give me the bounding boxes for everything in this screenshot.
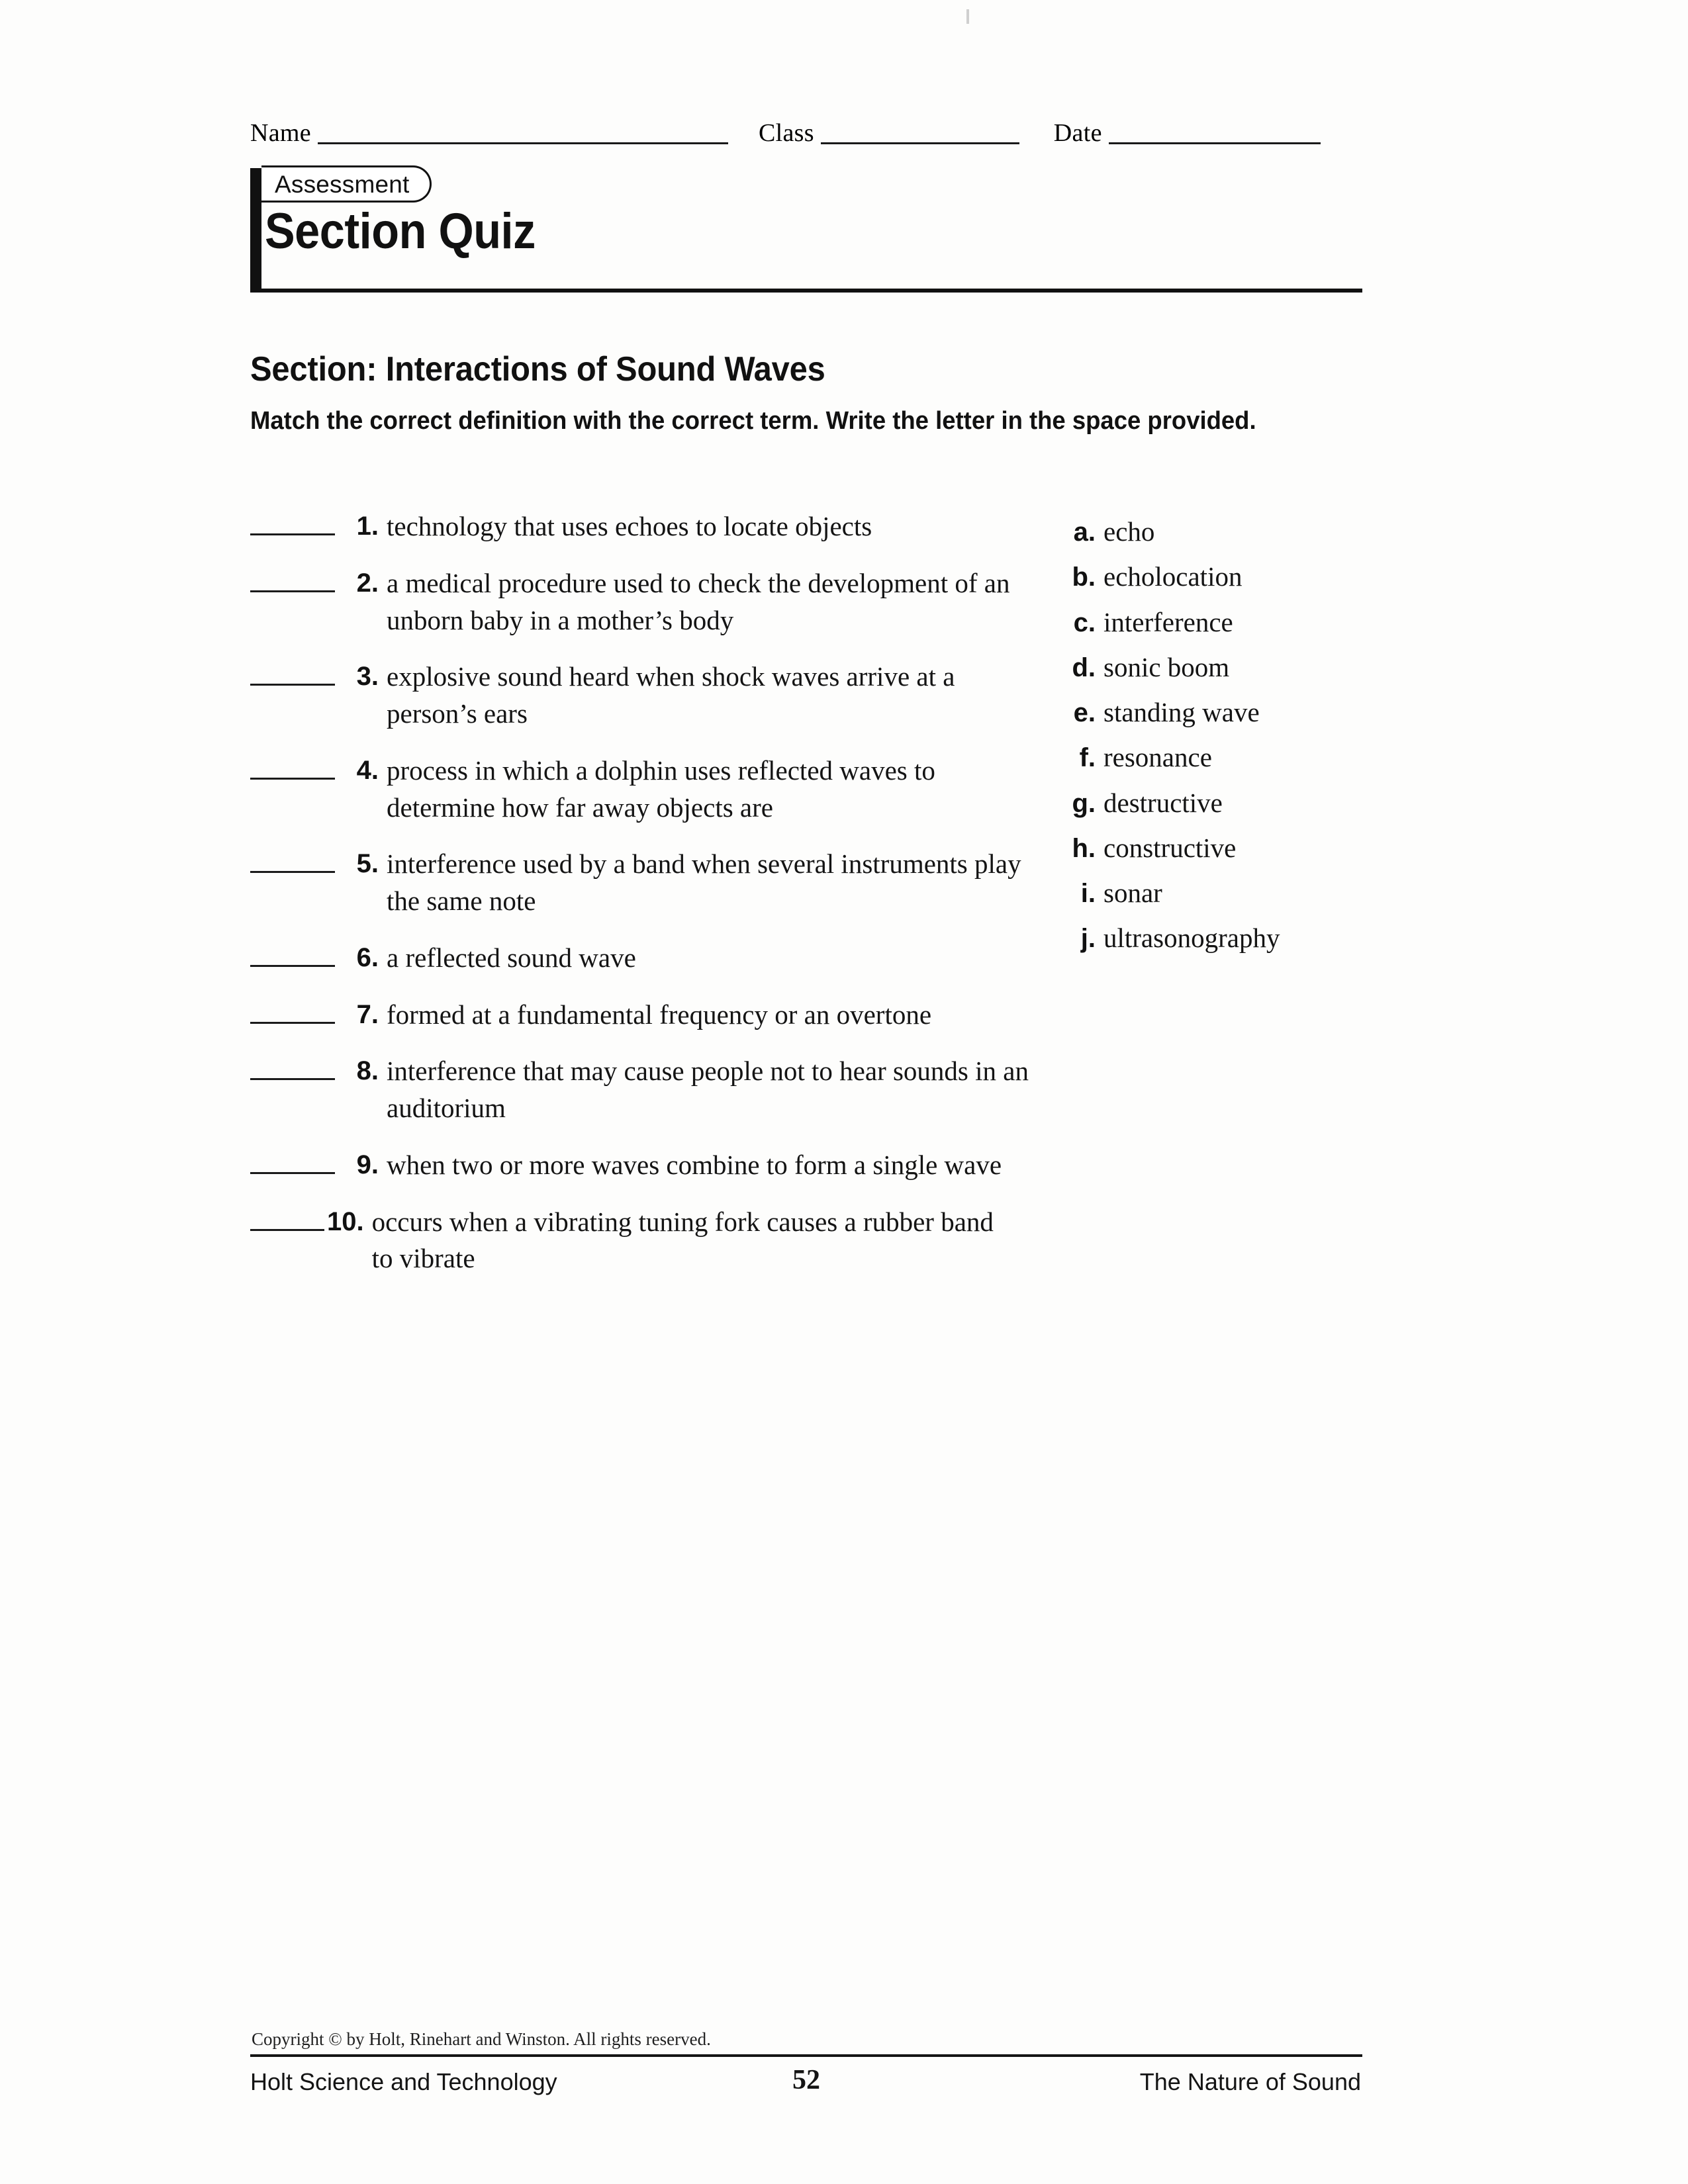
answer-blank-2[interactable]	[250, 590, 335, 592]
question-number: 5.	[356, 849, 379, 879]
answer-blank-1[interactable]	[250, 533, 335, 535]
answer-term: destructive	[1103, 787, 1223, 818]
answer-blank-6[interactable]	[250, 965, 335, 967]
question-number: 3.	[356, 662, 379, 692]
page-title: Section Quiz	[265, 203, 536, 259]
answer-blank-5[interactable]	[250, 871, 335, 873]
question-text: a medical procedure used to check the development of an unborn baby in a mother’s body	[387, 567, 1010, 635]
question-number: 1.	[356, 512, 379, 541]
answer-option[interactable]	[1061, 786, 1372, 820]
answer-term: constructive	[1103, 832, 1237, 863]
answer-option[interactable]	[1061, 876, 1372, 910]
question-item	[250, 565, 1038, 639]
answer-letter: d.	[1072, 653, 1096, 682]
name-label: Name	[250, 119, 311, 147]
answer-letter: i.	[1080, 879, 1096, 908]
directions-text: Match the correct definition with the correct term. Write the letter in the space provided.	[250, 407, 1256, 435]
footer-page-number: 52	[792, 2065, 820, 2095]
answer-option[interactable]	[1061, 741, 1372, 774]
copyright-notice: Copyright © by Holt, Rinehart and Winston. All rights reserved.	[252, 2029, 711, 2049]
answer-term: standing wave	[1103, 697, 1260, 727]
question-item	[250, 997, 1038, 1034]
answer-option[interactable]	[1061, 696, 1372, 729]
question-item	[250, 752, 1038, 827]
answer-term: ultrasonography	[1103, 923, 1280, 954]
footer-chapter-title: The Nature of Sound	[1139, 2068, 1361, 2095]
question-item	[250, 659, 1038, 733]
question-number: 2.	[356, 568, 379, 598]
question-number: 6.	[356, 942, 379, 972]
question-item	[250, 508, 1038, 545]
answer-blank-7[interactable]	[250, 1022, 335, 1024]
answer-term: resonance	[1103, 742, 1212, 773]
question-item	[250, 1204, 1038, 1278]
date-label: Date	[1053, 119, 1102, 147]
answer-letter: g.	[1072, 788, 1096, 818]
question-text: a reflected sound wave	[387, 942, 636, 973]
question-text: formed at a fundamental frequency or an overtone	[387, 999, 932, 1030]
masthead-horizontal-rule	[250, 289, 1362, 293]
answer-term: echolocation	[1103, 561, 1243, 592]
question-item	[250, 846, 1038, 920]
question-item	[250, 1053, 1038, 1127]
answer-option[interactable]	[1061, 606, 1372, 639]
question-text: occurs when a vibrating tuning fork causes a rubber band to vibrate	[371, 1206, 994, 1274]
answer-blank-10[interactable]	[250, 1229, 324, 1231]
answer-option[interactable]	[1061, 560, 1372, 594]
answer-letter: c.	[1073, 608, 1096, 637]
question-list	[250, 508, 1038, 1297]
answer-letter: h.	[1072, 833, 1096, 863]
footer-rule	[250, 2054, 1362, 2057]
class-blank-line[interactable]	[821, 142, 1019, 144]
question-item	[250, 940, 1038, 977]
question-text: interference used by a band when several instruments play the same note	[387, 848, 1021, 916]
scan-artifact-speck	[966, 9, 969, 24]
question-number: 10.	[327, 1206, 364, 1236]
answer-term: sonic boom	[1103, 651, 1230, 682]
question-number: 9.	[356, 1150, 379, 1179]
question-number: 4.	[356, 755, 379, 785]
answer-letter: e.	[1073, 698, 1096, 727]
assessment-badge-label: Assessment	[275, 170, 410, 198]
answer-option[interactable]	[1061, 921, 1372, 955]
answer-bank	[1061, 515, 1372, 967]
answer-blank-9[interactable]	[250, 1172, 335, 1174]
question-text: technology that uses echoes to locate objects	[387, 511, 872, 541]
student-info-row	[250, 111, 1362, 148]
page-footer	[250, 2064, 1362, 2101]
date-blank-line[interactable]	[1109, 142, 1321, 144]
masthead-vertical-bar	[250, 168, 261, 293]
name-blank-line[interactable]	[318, 142, 728, 144]
question-text: when two or more waves combine to form a single wave	[387, 1149, 1002, 1180]
masthead	[250, 165, 1362, 295]
question-text: process in which a dolphin uses reflected waves to determine how far away objects are	[387, 754, 935, 823]
answer-term: interference	[1103, 606, 1233, 637]
question-text: explosive sound heard when shock waves arrive at a person’s ears	[387, 661, 955, 729]
question-text: interference that may cause people not to hear sounds in an auditorium	[387, 1056, 1029, 1123]
answer-term: sonar	[1103, 878, 1162, 908]
answer-blank-4[interactable]	[250, 778, 335, 780]
answer-option[interactable]	[1061, 831, 1372, 865]
answer-letter: b.	[1072, 563, 1096, 592]
answer-option[interactable]	[1061, 515, 1372, 549]
question-number: 7.	[356, 999, 379, 1029]
footer-book-title: Holt Science and Technology	[250, 2068, 557, 2095]
question-number: 8.	[356, 1056, 379, 1086]
answer-term: echo	[1103, 516, 1155, 547]
answer-letter: f.	[1079, 743, 1096, 773]
assessment-badge	[261, 165, 432, 203]
answer-letter: a.	[1073, 518, 1096, 547]
answer-option[interactable]	[1061, 651, 1372, 684]
class-label: Class	[758, 119, 814, 147]
answer-blank-3[interactable]	[250, 684, 335, 686]
answer-blank-8[interactable]	[250, 1078, 335, 1080]
question-item	[250, 1147, 1038, 1184]
section-heading: Section: Interactions of Sound Waves	[250, 350, 825, 388]
answer-letter: j.	[1080, 924, 1096, 954]
